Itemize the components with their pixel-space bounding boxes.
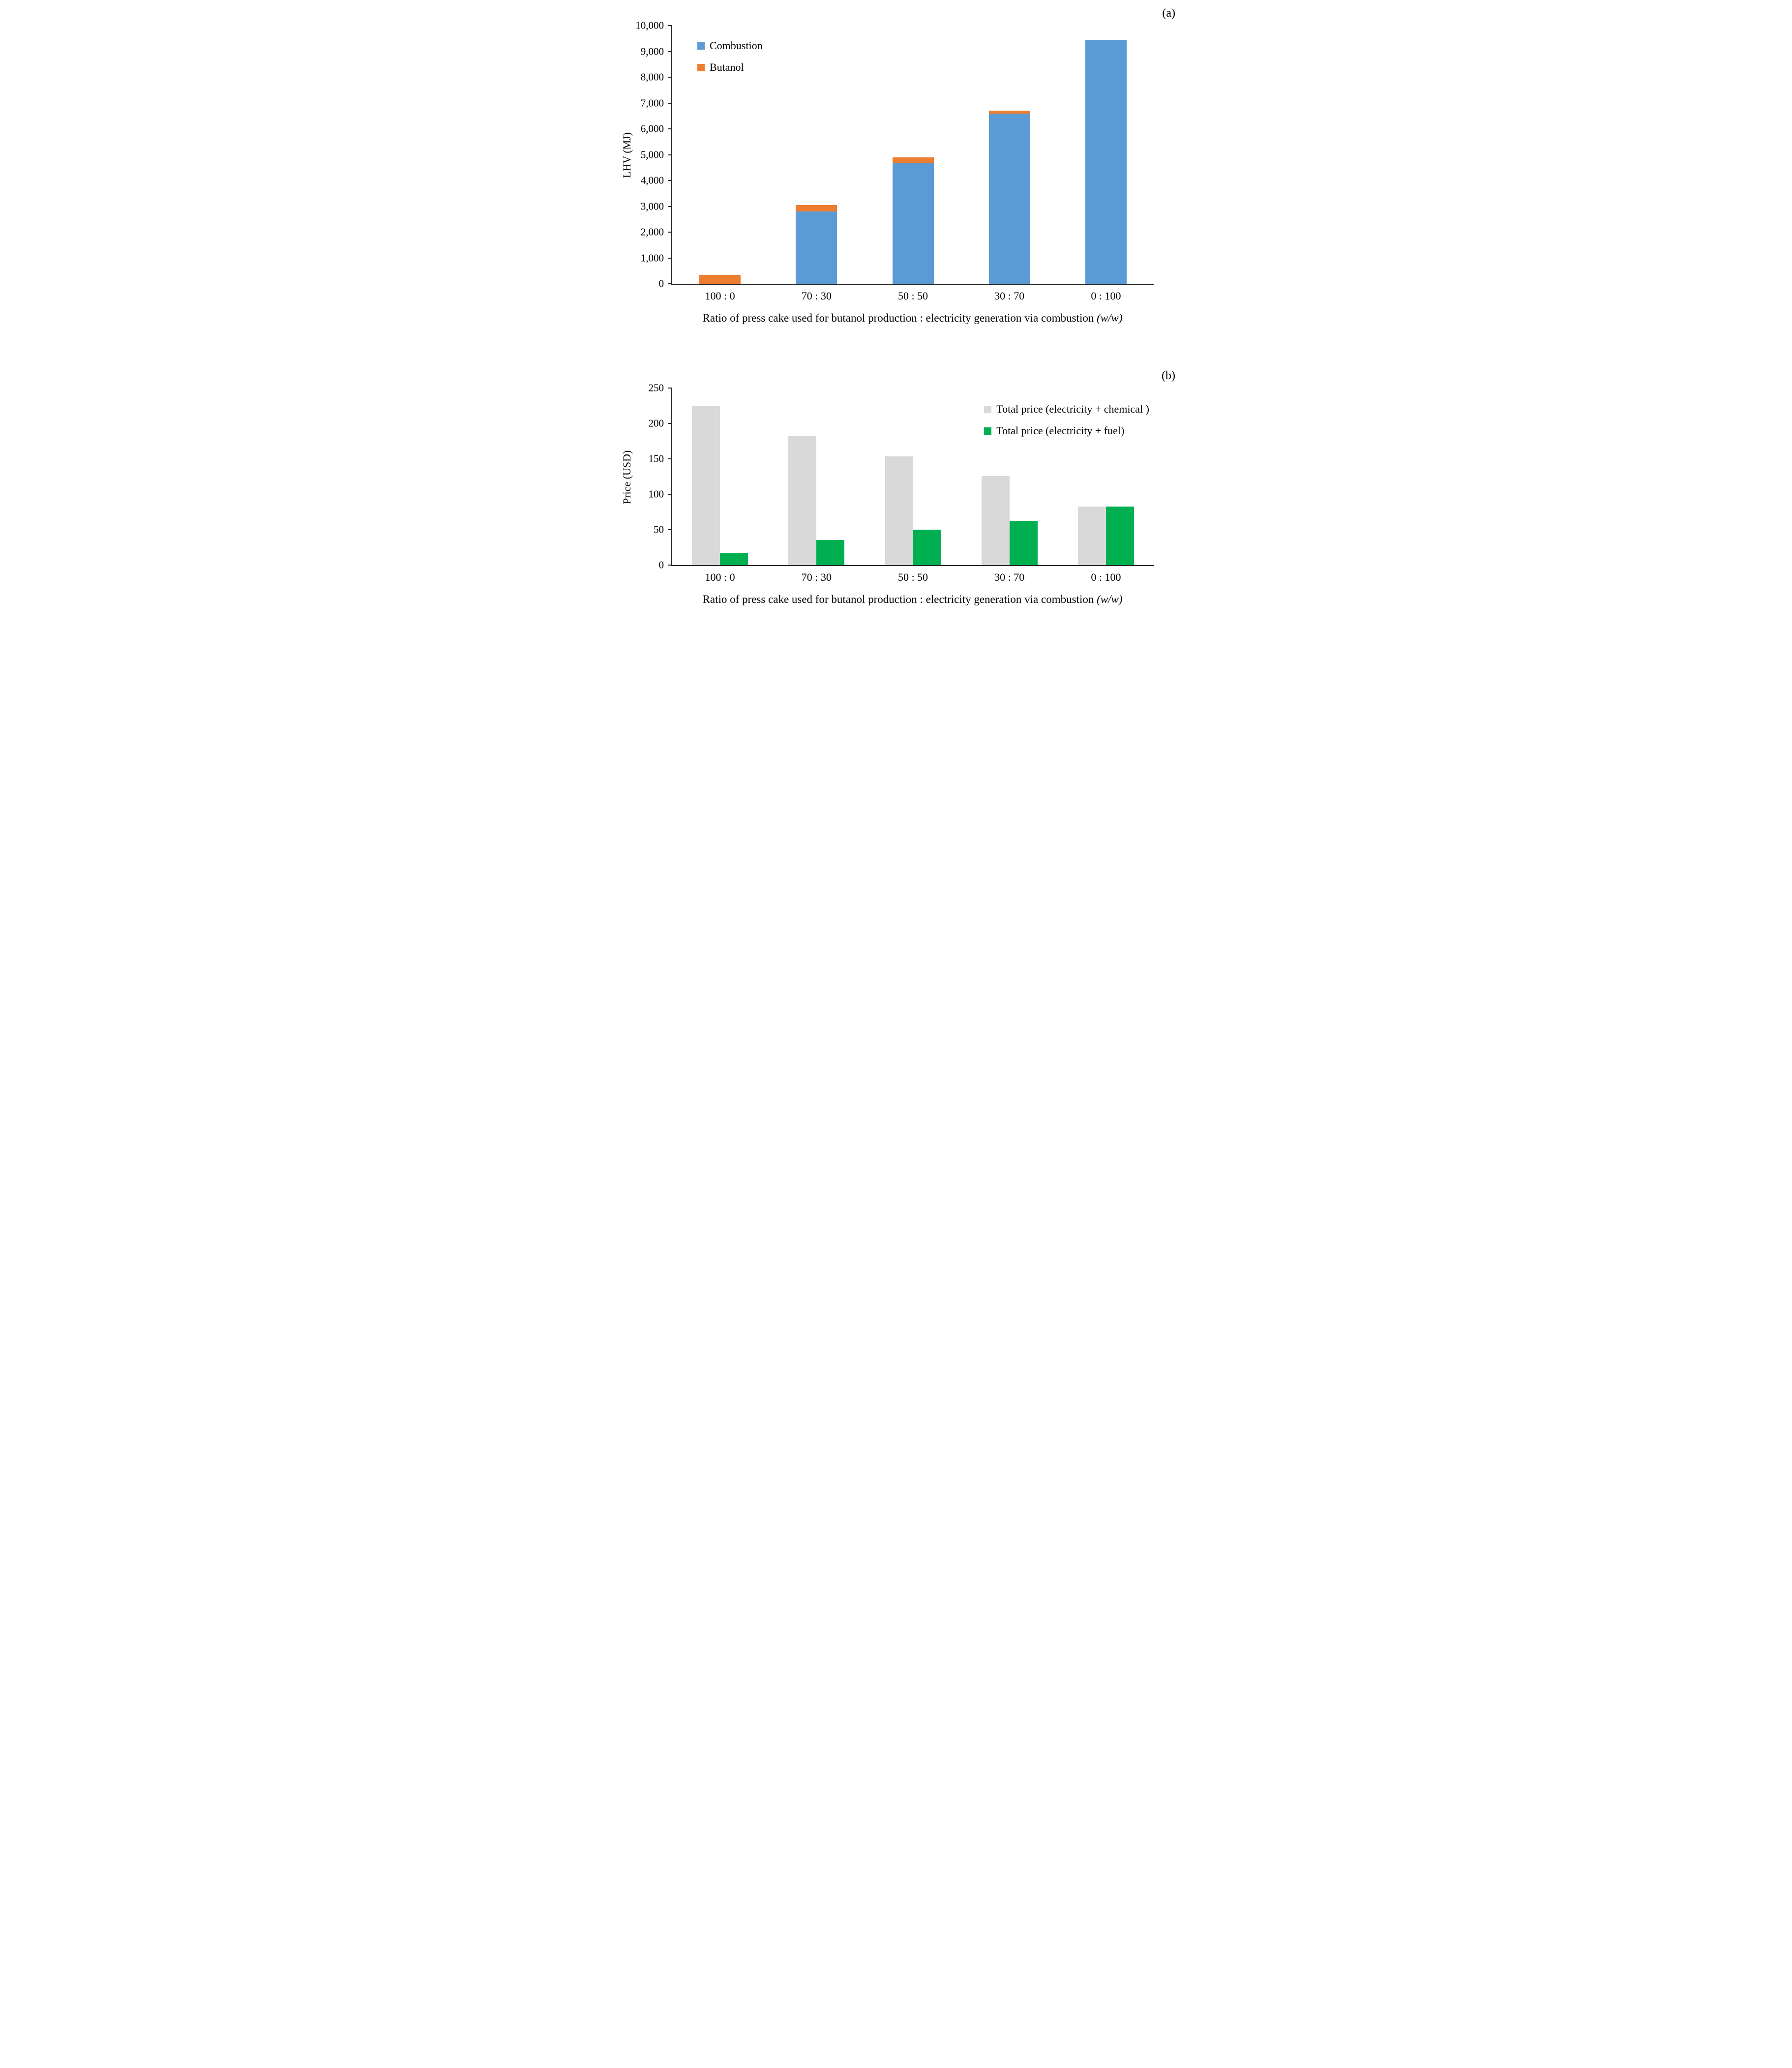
y-tick-label: 5,000 [640, 149, 664, 161]
bar-butanol-50-50 [893, 157, 934, 163]
bar-group-70-30 [788, 388, 844, 565]
figure-two-panel-bar-charts [601, 0, 1191, 626]
y-tick-mark [668, 77, 672, 78]
y-tick-label: 0 [658, 277, 664, 290]
y-tick-mark [668, 232, 672, 233]
y-tick-label: 2,000 [640, 226, 664, 238]
x-axis-label-a [671, 311, 1154, 325]
bar-butanol-70-30 [796, 205, 837, 212]
panel-label-b: (b) [1162, 369, 1175, 382]
y-tick-label: 7,000 [640, 97, 664, 109]
legend-swatch-icon [984, 427, 991, 435]
y-tick-mark [668, 258, 672, 259]
y-tick-label: 10,000 [635, 19, 664, 31]
bar-butanol-30-70 [989, 111, 1030, 114]
chart-body-a [621, 19, 1154, 302]
y-tick-mark [668, 494, 672, 495]
legend-label: Total price (electricity + chemical ) [996, 403, 1149, 416]
bar-group-0-100 [1085, 26, 1127, 284]
y-tick-label: 50 [654, 523, 664, 536]
bar-total-price-electricity-fuel-50-50 [913, 530, 941, 565]
legend-item-butanol [697, 62, 744, 73]
bar-combustion-0-100 [1085, 40, 1127, 284]
x-axis-label-b [671, 593, 1154, 606]
bar-total-price-electricity-chemical-70-30 [788, 436, 816, 565]
y-tick-label: 200 [648, 417, 664, 429]
x-tick-label: 100 : 0 [705, 571, 735, 584]
x-tick-label: 30 : 70 [994, 571, 1025, 584]
legend-item-total-price-electricity-chemical [984, 404, 1149, 415]
y-tick-label: 3,000 [640, 200, 664, 212]
chart-body-b [621, 382, 1154, 584]
y-tick-mark [668, 25, 672, 26]
x-axis-label-text-a: Ratio of press cake used for butanol production : electricity generation via combustion [702, 312, 1094, 325]
chart-panel-b [616, 369, 1176, 606]
y-tick-label: 0 [658, 559, 664, 571]
x-tick-label: 0 : 100 [1091, 571, 1121, 584]
x-axis-label-units-a: (w/w) [1097, 312, 1123, 325]
chart-panel-a [616, 7, 1176, 325]
plot-area-b [648, 382, 1154, 584]
x-tick-label: 0 : 100 [1091, 290, 1121, 302]
x-tick-label: 70 : 30 [801, 290, 832, 302]
bar-group-70-30 [796, 26, 837, 284]
legend-swatch-icon [697, 64, 705, 71]
y-tick-mark [668, 458, 672, 459]
x-axis-label-text-b: Ratio of press cake used for butanol production : electricity generation via combustion [702, 593, 1094, 606]
x-tick-label: 50 : 50 [897, 571, 928, 584]
bar-total-price-electricity-fuel-30-70 [1010, 521, 1038, 566]
legend [984, 404, 1149, 436]
legend [697, 40, 763, 73]
bar-combustion-30-70 [989, 114, 1030, 284]
y-tick-mark [668, 154, 672, 155]
y-tick-mark [668, 103, 672, 104]
y-tick-label: 9,000 [640, 45, 664, 58]
y-tick-label: 250 [648, 382, 664, 394]
y-tick-mark [668, 283, 672, 284]
y-tick-label: 150 [648, 452, 664, 465]
bar-group-50-50 [885, 388, 941, 565]
bar-total-price-electricity-chemical-30-70 [982, 476, 1010, 565]
y-tick-mark [668, 180, 672, 181]
bar-total-price-electricity-chemical-100-0 [692, 406, 720, 565]
bar-total-price-electricity-fuel-100-0 [720, 553, 748, 565]
bar-total-price-electricity-chemical-0-100 [1078, 507, 1106, 566]
y-tick-mark [668, 529, 672, 530]
y-tick-mark [668, 128, 672, 129]
legend-label: Butanol [710, 61, 744, 74]
y-tick-label: 1,000 [640, 252, 664, 264]
bar-total-price-electricity-fuel-70-30 [816, 540, 844, 566]
legend-item-combustion [697, 40, 763, 51]
bar-group-50-50 [893, 26, 934, 284]
legend-item-total-price-electricity-fuel [984, 425, 1124, 436]
legend-label: Combustion [710, 39, 763, 52]
y-tick-mark [668, 206, 672, 207]
y-tick-mark [668, 423, 672, 424]
bar-total-price-electricity-chemical-50-50 [885, 456, 913, 566]
plot-area-a [635, 19, 1154, 302]
y-tick-mark [668, 565, 672, 566]
bar-combustion-50-50 [893, 163, 934, 284]
x-tick-label: 30 : 70 [994, 290, 1025, 302]
x-axis-label-units-b: (w/w) [1097, 593, 1123, 606]
legend-swatch-icon [697, 42, 705, 50]
bar-total-price-electricity-fuel-0-100 [1106, 507, 1134, 566]
bar-combustion-70-30 [796, 211, 837, 284]
bar-butanol-100-0 [699, 275, 741, 284]
x-tick-label: 100 : 0 [705, 290, 735, 302]
y-axis-label-a: LHV (MJ) [621, 132, 633, 179]
x-tick-label: 50 : 50 [897, 290, 928, 302]
x-tick-label: 70 : 30 [801, 571, 832, 584]
legend-swatch-icon [984, 406, 991, 413]
y-tick-label: 8,000 [640, 71, 664, 83]
y-tick-mark [668, 388, 672, 389]
y-tick-label: 4,000 [640, 174, 664, 186]
y-axis-label-b: Price (USD) [621, 450, 633, 505]
y-tick-mark [668, 51, 672, 52]
y-tick-label: 6,000 [640, 122, 664, 135]
y-tick-label: 100 [648, 488, 664, 500]
bar-group-30-70 [989, 26, 1030, 284]
bar-group-100-0 [692, 388, 748, 565]
legend-label: Total price (electricity + fuel) [996, 424, 1125, 437]
panel-label-a: (a) [1162, 7, 1175, 20]
